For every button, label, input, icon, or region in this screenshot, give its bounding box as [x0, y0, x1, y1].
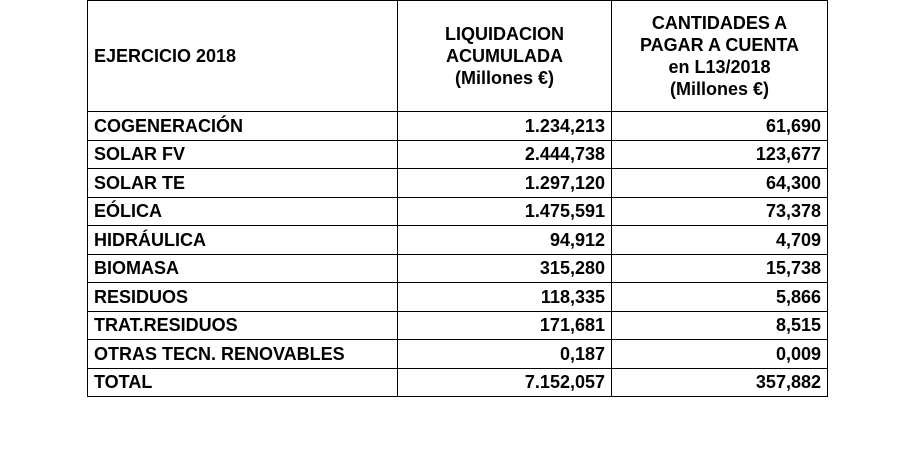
row-name: SOLAR TE — [88, 169, 398, 198]
table-row — [88, 254, 828, 283]
row-name: HIDRÁULICA — [88, 226, 398, 255]
table-row — [88, 226, 828, 255]
header-liquidacion-line: ACUMULADA — [446, 46, 563, 66]
row-pagar: 61,690 — [612, 112, 828, 141]
table-row — [88, 140, 828, 169]
row-pagar: 8,515 — [612, 311, 828, 340]
row-pagar: 4,709 — [612, 226, 828, 255]
row-name: EÓLICA — [88, 197, 398, 226]
header-cantidades-line: (Millones €) — [669, 79, 769, 99]
table-row — [88, 311, 828, 340]
table-row — [88, 340, 828, 369]
row-pagar: 0,009 — [612, 340, 828, 369]
table-row — [88, 112, 828, 141]
row-liquidacion: 1.475,591 — [398, 197, 612, 226]
header-ejercicio: EJERCICIO 2018 — [88, 1, 398, 112]
row-name: BIOMASA — [88, 254, 398, 283]
header-liquidacion-line: (Millones €) — [454, 68, 554, 88]
row-liquidacion: 118,335 — [398, 283, 612, 312]
total-name: TOTAL — [88, 368, 398, 397]
row-name: RESIDUOS — [88, 283, 398, 312]
table-row — [88, 283, 828, 312]
total-liquidacion: 7.152,057 — [398, 368, 612, 397]
total-pagar: 357,882 — [612, 368, 828, 397]
header-cantidades-line: CANTIDADES A — [651, 13, 788, 33]
row-name: COGENERACIÓN — [88, 112, 398, 141]
row-liquidacion: 1.297,120 — [398, 169, 612, 198]
row-pagar: 64,300 — [612, 169, 828, 198]
row-pagar: 73,378 — [612, 197, 828, 226]
table-total-row — [88, 368, 828, 397]
header-liquidacion — [398, 1, 612, 112]
row-name: TRAT.RESIDUOS — [88, 311, 398, 340]
row-liquidacion: 171,681 — [398, 311, 612, 340]
row-liquidacion: 2.444,738 — [398, 140, 612, 169]
row-liquidacion: 315,280 — [398, 254, 612, 283]
liquidation-table — [87, 0, 828, 397]
row-liquidacion: 0,187 — [398, 340, 612, 369]
row-pagar: 15,738 — [612, 254, 828, 283]
header-cantidades-line: en L13/2018 — [668, 57, 771, 77]
header-liquidacion-line: LIQUIDACION — [445, 24, 564, 44]
row-liquidacion: 1.234,213 — [398, 112, 612, 141]
table-row — [88, 169, 828, 198]
table-row — [88, 197, 828, 226]
table-header-row — [88, 1, 828, 112]
header-cantidades — [612, 1, 828, 112]
row-name: SOLAR FV — [88, 140, 398, 169]
header-cantidades-line: PAGAR A CUENTA — [640, 35, 799, 55]
row-name: OTRAS TECN. RENOVABLES — [88, 340, 398, 369]
row-liquidacion: 94,912 — [398, 226, 612, 255]
row-pagar: 5,866 — [612, 283, 828, 312]
row-pagar: 123,677 — [612, 140, 828, 169]
